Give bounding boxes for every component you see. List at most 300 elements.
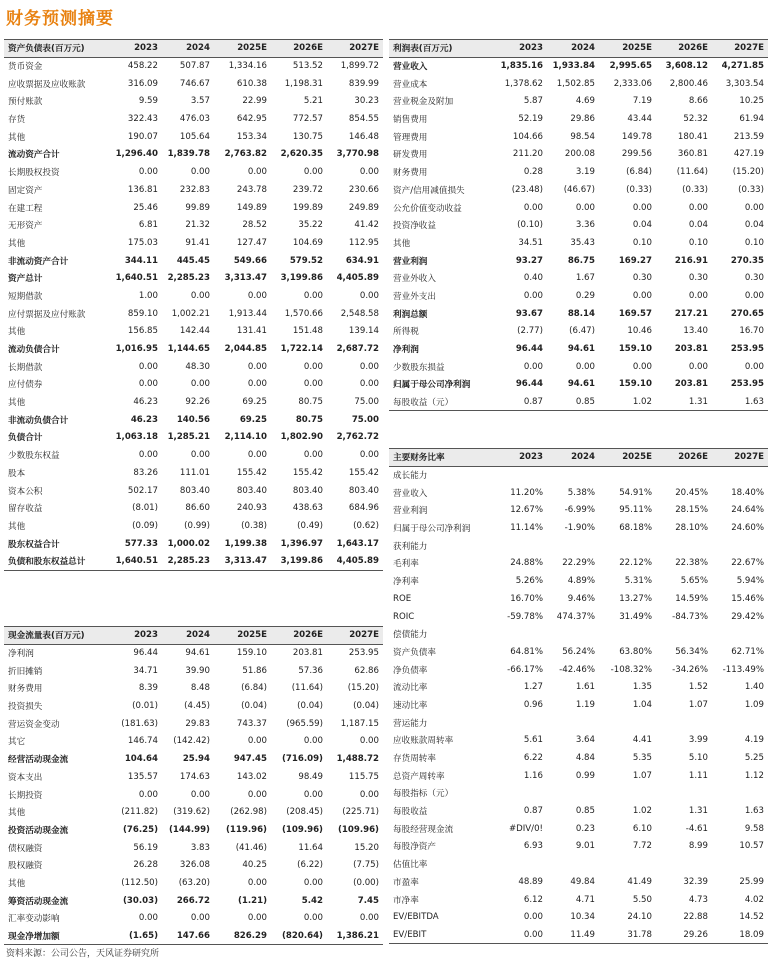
value-cell: (181.63) bbox=[121, 718, 158, 729]
table-header-row bbox=[4, 627, 383, 645]
value-cell bbox=[712, 714, 768, 732]
value-cell: (109.96) bbox=[337, 824, 379, 835]
value-cell: (63.20) bbox=[178, 877, 210, 888]
value-cell: 0.00 bbox=[247, 167, 267, 178]
value-cell: 1,016.95 bbox=[115, 344, 158, 355]
value-cell: 94.61 bbox=[567, 379, 595, 390]
row-label: 营运能力 bbox=[393, 718, 428, 729]
year-header-cell: 2023 bbox=[497, 40, 547, 58]
value-cell: 1.67 bbox=[575, 273, 595, 284]
value-cell: 203.81 bbox=[674, 379, 708, 390]
value-cell: 9.46% bbox=[567, 593, 595, 604]
row-label: 少数股东损益 bbox=[393, 362, 445, 373]
value-cell: 1,640.51 bbox=[112, 552, 162, 570]
table-row bbox=[4, 839, 383, 857]
row-label: 预付账款 bbox=[8, 97, 43, 108]
value-cell: 11.49 bbox=[547, 926, 599, 944]
value-cell: 35.22 bbox=[298, 220, 323, 231]
value-cell: 1.00 bbox=[138, 290, 158, 301]
table-row bbox=[4, 93, 383, 111]
row-label: 货币资金 bbox=[8, 62, 43, 73]
row-label: 其他 bbox=[8, 132, 26, 143]
value-cell: 24.88% bbox=[510, 558, 543, 569]
value-cell: 22.29% bbox=[562, 558, 595, 569]
table-row bbox=[4, 110, 383, 128]
table-row bbox=[389, 643, 768, 661]
row-label: EV/EBITDA bbox=[393, 912, 439, 923]
row-label: 非流动负债合计 bbox=[8, 415, 69, 426]
value-cell: 29.42% bbox=[731, 611, 764, 622]
value-cell: (30.03) bbox=[122, 895, 158, 906]
value-cell: (8.01) bbox=[132, 503, 158, 514]
row-label: 净负债率 bbox=[393, 665, 428, 676]
value-cell: 131.41 bbox=[236, 326, 267, 337]
value-cell: 20.45% bbox=[675, 487, 708, 498]
value-cell: 0.99 bbox=[575, 770, 595, 781]
value-cell: -6.99% bbox=[564, 505, 595, 516]
value-cell: 93.27 bbox=[515, 255, 543, 266]
value-cell: (0.10) bbox=[517, 220, 543, 231]
value-cell: 803.40 bbox=[292, 485, 323, 496]
value-cell: 3.99 bbox=[688, 735, 708, 746]
table-row bbox=[389, 376, 768, 394]
table-row bbox=[389, 163, 768, 181]
table-row bbox=[4, 340, 383, 358]
table-row bbox=[389, 340, 768, 358]
row-label: ROE bbox=[393, 593, 412, 604]
value-cell: 502.17 bbox=[127, 485, 158, 496]
table-row bbox=[4, 644, 383, 662]
value-cell: 1.31 bbox=[688, 806, 708, 817]
value-cell: 0.00 bbox=[359, 913, 379, 924]
table-row bbox=[389, 75, 768, 93]
value-cell: 240.93 bbox=[236, 503, 267, 514]
value-cell: 0.00 bbox=[744, 290, 764, 301]
value-cell: 14.52 bbox=[739, 912, 764, 923]
value-cell: 16.70 bbox=[739, 326, 764, 337]
row-label: 利润总额 bbox=[393, 309, 428, 320]
row-label: EV/EBIT bbox=[389, 926, 497, 944]
row-label: ROIC bbox=[393, 611, 415, 622]
table-row bbox=[4, 323, 383, 341]
value-cell: (6.84) bbox=[626, 167, 652, 178]
row-label: 留存收益 bbox=[8, 504, 43, 515]
year-header-cell: 2025E bbox=[599, 449, 656, 467]
value-cell: 0.00 bbox=[190, 167, 210, 178]
value-cell: -4.61 bbox=[685, 823, 708, 834]
table-row bbox=[4, 482, 383, 500]
value-cell: 3.83 bbox=[190, 842, 210, 853]
value-cell: 28.10% bbox=[675, 523, 708, 534]
value-cell: 5.26% bbox=[515, 576, 543, 587]
value-cell: 0.00 bbox=[138, 379, 158, 390]
value-cell: 326.08 bbox=[179, 860, 210, 871]
value-cell: -84.73% bbox=[672, 611, 708, 622]
year-header-cell: 2024 bbox=[547, 40, 599, 58]
value-cell: 1,386.21 bbox=[327, 927, 383, 945]
year-header-cell: 2027E bbox=[327, 627, 383, 645]
value-cell: (0.09) bbox=[132, 520, 158, 531]
value-cell: 0.00 bbox=[190, 450, 210, 461]
value-cell: 474.37% bbox=[556, 611, 595, 622]
row-label: 应收票据及应收账款 bbox=[8, 79, 86, 90]
value-cell: (0.38) bbox=[241, 520, 267, 531]
value-cell: 24.10 bbox=[627, 912, 652, 923]
value-cell: 0.00 bbox=[359, 450, 379, 461]
value-cell: 3.36 bbox=[575, 220, 595, 231]
value-cell: 243.78 bbox=[236, 184, 267, 195]
table-row bbox=[389, 608, 768, 626]
row-label: 营业外收入 bbox=[393, 274, 436, 285]
table-title-cell: 利润表(百万元) bbox=[389, 40, 497, 58]
value-cell: 48.89 bbox=[518, 876, 543, 887]
value-cell: 2,114.10 bbox=[224, 432, 267, 443]
value-cell: 0.00 bbox=[523, 290, 543, 301]
row-label: 存货 bbox=[8, 115, 26, 126]
value-cell: 0.30 bbox=[744, 273, 764, 284]
value-cell: 62.71% bbox=[731, 646, 764, 657]
value-cell: (144.99) bbox=[168, 824, 210, 835]
value-cell: 75.00 bbox=[351, 414, 379, 425]
value-cell: 0.00 bbox=[190, 379, 210, 390]
value-cell: 1,285.21 bbox=[167, 432, 210, 443]
value-cell: (0.01) bbox=[132, 701, 158, 712]
table-header-row bbox=[389, 449, 768, 467]
value-cell: 0.00 bbox=[138, 361, 158, 372]
value-cell: 29.86 bbox=[570, 114, 595, 125]
value-cell bbox=[712, 855, 768, 873]
row-label: 折旧摊销 bbox=[8, 666, 43, 677]
table-row bbox=[4, 305, 383, 323]
value-cell: 52.19 bbox=[518, 114, 543, 125]
value-cell: 5.61 bbox=[523, 735, 543, 746]
table-row bbox=[4, 892, 383, 910]
table-row bbox=[389, 855, 768, 873]
value-cell: 174.63 bbox=[179, 771, 210, 782]
value-cell: 180.41 bbox=[677, 131, 708, 142]
table-row bbox=[4, 874, 383, 892]
row-label: 其他 bbox=[8, 808, 26, 819]
value-cell: 56.24% bbox=[562, 646, 595, 657]
value-cell: 746.67 bbox=[179, 78, 210, 89]
table-row bbox=[4, 733, 383, 751]
value-cell: 104.64 bbox=[124, 754, 158, 765]
value-cell: 803.40 bbox=[179, 485, 210, 496]
value-cell: 1,802.90 bbox=[280, 432, 323, 443]
value-cell: (15.20) bbox=[732, 167, 764, 178]
value-cell bbox=[599, 714, 656, 732]
value-cell: 115.75 bbox=[348, 771, 379, 782]
value-cell: 31.49% bbox=[619, 611, 652, 622]
value-cell: 34.51 bbox=[518, 237, 543, 248]
value-cell: 5.10 bbox=[688, 753, 708, 764]
cash-flow-table bbox=[4, 626, 383, 945]
row-label: 估值比率 bbox=[393, 860, 428, 871]
value-cell: 62.86 bbox=[354, 665, 379, 676]
value-cell: 155.42 bbox=[348, 467, 379, 478]
table-row bbox=[4, 429, 383, 447]
year-header-cell: 2025E bbox=[599, 40, 656, 58]
value-cell: 4.71 bbox=[575, 894, 595, 905]
table-row bbox=[389, 926, 768, 944]
value-cell: 1,933.84 bbox=[552, 61, 595, 72]
value-cell bbox=[656, 466, 712, 484]
table-row bbox=[389, 110, 768, 128]
year-header-cell: 2025E bbox=[214, 627, 271, 645]
value-cell: 1,640.51 bbox=[115, 273, 158, 284]
row-label: 资产/信用减值损失 bbox=[393, 185, 465, 196]
table-row bbox=[4, 856, 383, 874]
value-cell: 0.00 bbox=[303, 361, 323, 372]
value-cell: (0.00) bbox=[353, 877, 379, 888]
row-label: 所得税 bbox=[393, 327, 419, 338]
table-row bbox=[4, 715, 383, 733]
row-label: 资本公积 bbox=[8, 486, 43, 497]
value-cell: 29.83 bbox=[185, 718, 210, 729]
value-cell: 5.31% bbox=[624, 576, 652, 587]
value-cell: 56.34% bbox=[675, 646, 708, 657]
table-row bbox=[389, 358, 768, 376]
value-cell: 1,396.97 bbox=[280, 538, 323, 549]
value-cell: 91.41 bbox=[185, 237, 210, 248]
row-label: 其他 bbox=[8, 238, 26, 249]
value-cell: 803.40 bbox=[236, 485, 267, 496]
value-cell: 3,313.47 bbox=[214, 552, 271, 570]
value-cell: (11.64) bbox=[291, 683, 323, 694]
row-label: 投资活动现金流 bbox=[8, 825, 69, 836]
value-cell: 0.00 bbox=[688, 202, 708, 213]
row-label: 债权融资 bbox=[8, 843, 43, 854]
value-cell bbox=[599, 537, 656, 555]
year-header-cell: 2026E bbox=[656, 40, 712, 58]
value-cell: 15.46% bbox=[731, 593, 764, 604]
value-cell: 0.23 bbox=[575, 823, 595, 834]
value-cell: 1,378.62 bbox=[504, 78, 543, 89]
value-cell: (225.71) bbox=[342, 807, 379, 818]
value-cell: 153.34 bbox=[236, 131, 267, 142]
value-cell: 0.00 bbox=[497, 926, 547, 944]
table-row bbox=[389, 323, 768, 341]
value-cell: 4,271.85 bbox=[721, 61, 764, 72]
value-cell: 0.00 bbox=[247, 913, 267, 924]
value-cell: 577.33 bbox=[124, 538, 158, 549]
table-row bbox=[389, 484, 768, 502]
value-cell: 8.66 bbox=[688, 96, 708, 107]
value-cell: 155.42 bbox=[292, 467, 323, 478]
value-cell: -34.26% bbox=[672, 664, 708, 675]
table-row bbox=[389, 891, 768, 909]
value-cell: 11.14% bbox=[510, 523, 543, 534]
value-cell: 3,303.54 bbox=[725, 78, 764, 89]
value-cell: 5.21 bbox=[303, 96, 323, 107]
value-cell: 4,405.89 bbox=[336, 273, 379, 284]
value-cell: 1.27 bbox=[523, 682, 543, 693]
row-label: 长期股权投资 bbox=[8, 168, 60, 179]
row-label: 短期借款 bbox=[8, 291, 43, 302]
value-cell: 4.69 bbox=[575, 96, 595, 107]
value-cell: 25.46 bbox=[133, 202, 158, 213]
value-cell bbox=[656, 537, 712, 555]
value-cell: 0.10 bbox=[744, 237, 764, 248]
value-cell: 29.26 bbox=[656, 926, 712, 944]
value-cell: 1.11 bbox=[688, 770, 708, 781]
row-label: 营业外支出 bbox=[393, 291, 436, 302]
value-cell: 25.94 bbox=[182, 754, 210, 765]
row-label: 汇率变动影响 bbox=[8, 914, 60, 925]
year-header-cell: 2023 bbox=[112, 40, 162, 58]
row-label: 其他 bbox=[8, 327, 26, 338]
row-label: 营业成本 bbox=[393, 79, 428, 90]
table-row bbox=[4, 464, 383, 482]
value-cell: 1,835.16 bbox=[500, 61, 543, 72]
value-cell: 3,770.98 bbox=[336, 149, 379, 160]
value-cell: 48.30 bbox=[185, 361, 210, 372]
value-cell: (319.62) bbox=[173, 807, 210, 818]
value-cell bbox=[547, 785, 599, 803]
value-cell: 147.66 bbox=[162, 927, 214, 945]
table-row bbox=[4, 269, 383, 287]
year-header-cell: 2025E bbox=[214, 40, 271, 58]
value-cell: 94.61 bbox=[185, 648, 210, 659]
value-cell: 1.07 bbox=[688, 699, 708, 710]
value-cell: 642.95 bbox=[236, 114, 267, 125]
table-row bbox=[4, 75, 383, 93]
value-cell: (112.50) bbox=[121, 877, 158, 888]
value-cell: 80.75 bbox=[298, 397, 323, 408]
value-cell: 1.63 bbox=[744, 806, 764, 817]
value-cell: 136.81 bbox=[127, 184, 158, 195]
value-cell: 1,839.78 bbox=[167, 149, 210, 160]
table-row bbox=[4, 803, 383, 821]
value-cell: 112.95 bbox=[348, 237, 379, 248]
value-cell: 1,000.02 bbox=[167, 538, 210, 549]
table-row bbox=[389, 305, 768, 323]
row-label: 营业利润 bbox=[393, 256, 428, 267]
table-row bbox=[389, 269, 768, 287]
value-cell: 159.10 bbox=[618, 344, 652, 355]
value-cell: 5.50 bbox=[632, 894, 652, 905]
value-cell: 438.63 bbox=[292, 503, 323, 514]
value-cell: 28.52 bbox=[242, 220, 267, 231]
table-row bbox=[389, 146, 768, 164]
value-cell: 98.54 bbox=[570, 131, 595, 142]
row-label: 财务费用 bbox=[8, 684, 43, 695]
value-cell: 13.27% bbox=[619, 593, 652, 604]
value-cell bbox=[497, 625, 547, 643]
table-row bbox=[389, 785, 768, 803]
value-cell: 8.48 bbox=[190, 683, 210, 694]
value-cell: 2,763.82 bbox=[224, 149, 267, 160]
value-cell bbox=[599, 466, 656, 484]
value-cell: (23.48) bbox=[511, 184, 543, 195]
value-cell: 610.38 bbox=[236, 78, 267, 89]
value-cell: 0.00 bbox=[247, 789, 267, 800]
source-note: 资料来源：公司公告，天风证券研究所 bbox=[6, 949, 160, 959]
value-cell: 9.58 bbox=[744, 823, 764, 834]
value-cell bbox=[712, 785, 768, 803]
value-cell bbox=[599, 855, 656, 873]
row-label: 销售费用 bbox=[393, 115, 428, 126]
value-cell: 0.00 bbox=[247, 379, 267, 390]
value-cell: 1,144.65 bbox=[167, 344, 210, 355]
value-cell: 0.28 bbox=[523, 167, 543, 178]
value-cell: 7.72 bbox=[632, 841, 652, 852]
value-cell: (76.25) bbox=[122, 824, 158, 835]
table-row bbox=[4, 287, 383, 305]
value-cell: 2,620.35 bbox=[280, 149, 323, 160]
value-cell: 507.87 bbox=[179, 61, 210, 72]
value-cell: 1.52 bbox=[688, 682, 708, 693]
value-cell: 21.32 bbox=[185, 220, 210, 231]
value-cell: 63.80% bbox=[619, 646, 652, 657]
value-cell: 216.91 bbox=[674, 255, 708, 266]
value-cell: 549.66 bbox=[233, 255, 267, 266]
value-cell: 230.66 bbox=[348, 184, 379, 195]
value-cell: 5.25 bbox=[744, 753, 764, 764]
value-cell: 445.45 bbox=[176, 255, 210, 266]
row-label: 每股收益（元） bbox=[389, 393, 497, 411]
table-row bbox=[4, 535, 383, 553]
row-label: 流动资产合计 bbox=[8, 150, 60, 161]
value-cell: 0.00 bbox=[359, 736, 379, 747]
table-row bbox=[389, 234, 768, 252]
row-label: 非流动资产合计 bbox=[8, 256, 69, 267]
value-cell: 1.07 bbox=[632, 770, 652, 781]
value-cell: (41.46) bbox=[235, 842, 267, 853]
value-cell: 46.23 bbox=[133, 397, 158, 408]
value-cell bbox=[599, 625, 656, 643]
value-cell: (0.04) bbox=[297, 701, 323, 712]
value-cell: 0.00 bbox=[138, 167, 158, 178]
value-cell: 803.40 bbox=[348, 485, 379, 496]
table-title-cell: 资产负债表(百万元) bbox=[4, 40, 112, 58]
table-row bbox=[389, 57, 768, 75]
row-label: 市盈率 bbox=[393, 877, 419, 888]
table-row bbox=[389, 128, 768, 146]
value-cell bbox=[656, 625, 712, 643]
value-cell: 203.81 bbox=[292, 648, 323, 659]
value-cell: 1.16 bbox=[523, 770, 543, 781]
value-cell bbox=[656, 855, 712, 873]
value-cell: 99.89 bbox=[185, 202, 210, 213]
table-row bbox=[389, 820, 768, 838]
value-cell: 75.00 bbox=[354, 397, 379, 408]
row-label: 股东权益合计 bbox=[8, 539, 60, 550]
table-row bbox=[4, 393, 383, 411]
value-cell: -59.78% bbox=[507, 611, 543, 622]
value-cell: (262.98) bbox=[230, 807, 267, 818]
value-cell: 0.00 bbox=[632, 202, 652, 213]
value-cell: 826.29 bbox=[214, 927, 271, 945]
value-cell: 1.61 bbox=[575, 682, 595, 693]
value-cell: 0.29 bbox=[575, 290, 595, 301]
value-cell: (820.64) bbox=[271, 927, 327, 945]
table-row bbox=[4, 821, 383, 839]
table-row bbox=[389, 519, 768, 537]
value-cell: 0.00 bbox=[688, 361, 708, 372]
value-cell: 266.72 bbox=[176, 895, 210, 906]
row-label: 负债合计 bbox=[8, 433, 43, 444]
value-cell: 1,502.85 bbox=[556, 78, 595, 89]
value-cell: 3.57 bbox=[190, 96, 210, 107]
row-label: 营业税金及附加 bbox=[393, 97, 454, 108]
row-label: 在建工程 bbox=[8, 203, 43, 214]
value-cell: 1,722.14 bbox=[280, 344, 323, 355]
value-cell: 169.57 bbox=[618, 308, 652, 319]
value-cell: 10.34 bbox=[570, 912, 595, 923]
value-cell: 34.71 bbox=[133, 665, 158, 676]
value-cell: 684.96 bbox=[348, 503, 379, 514]
